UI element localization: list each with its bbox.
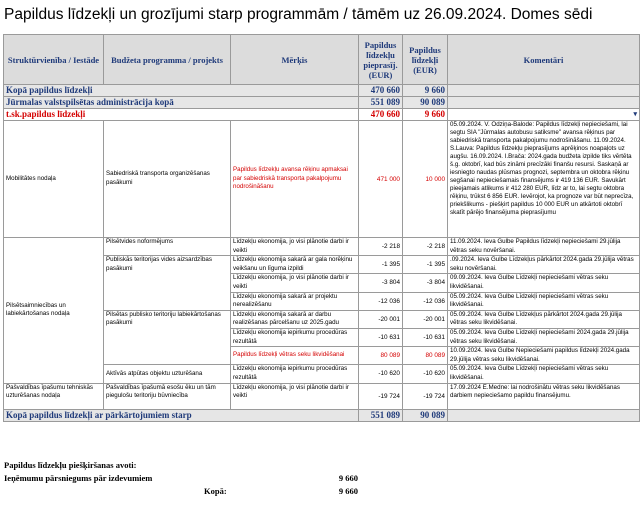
summary-label: t.sk.papildus līdzekļi — [4, 109, 359, 121]
cell-extra: -2 218 — [403, 238, 448, 256]
summary-label: Jūrmalas valstspilsētas administrācija kopā — [4, 97, 359, 109]
cell-program: Sabiedriskā transporta organizēšanas pasākumi — [104, 121, 231, 238]
cell-struct: Pašvaldības īpašumu tehniskās uzturēšanas nodaļa — [4, 383, 104, 409]
cell-program: Aktīvās atpūtas objektu uzturēšana — [104, 365, 231, 383]
cell-goal: Līdzekļu ekonomija sakarā ar projektu nerealizēšanu — [231, 292, 359, 310]
cell-comment: 09.09.2024. Ieva Gulbe Līdzekļi nepieciešami vētras seku likvidēšanai. — [448, 274, 640, 292]
cell-need: -1 395 — [359, 256, 403, 274]
footer-heading: Papildus līdzekļu piešķiršanas avoti: — [4, 460, 137, 470]
cell-program: Pašvaldības īpašumā esošu ēku un tām piegulošu teritoriju būvniecība — [104, 383, 231, 409]
total-label: Kopā papildus līdzekļi ar pārkārtojumiem starp — [4, 409, 359, 421]
cell-goal: Līdzekļu ekonomija iepirkumu procedūras rezultātā — [231, 365, 359, 383]
cell-extra: -1 395 — [403, 256, 448, 274]
filter-arrow-icon[interactable]: ▾ — [448, 109, 640, 121]
page-title: Papildus līdzekļi un grozījumi starp programmām / tāmēm uz 26.09.2024. Domes sēdi — [4, 6, 593, 23]
header-program: Budžeta programma / projekts — [104, 35, 231, 85]
summary-empty — [448, 85, 640, 97]
total-extra: 90 089 — [403, 409, 448, 421]
cell-need: -20 001 — [359, 310, 403, 328]
header-comments: Komentāri — [448, 35, 640, 85]
footer-source-value: 9 660 — [338, 473, 358, 483]
cell-comment: .09.2024. Ieva Gulbe Līdzekļus pārkārtot 2024.gada 29.jūlija vētras seku novēršanai. — [448, 256, 640, 274]
cell-comment: 10.09.2024. Ieva Gulbe Nepieciešami papildus līdzekļi 2024.gada 29.jūlija vētras seku likvidēšanai. — [448, 347, 640, 365]
cell-goal: Papildus līdzekļi vētras seku likvidēšanai — [231, 347, 359, 365]
header-goal: Mērķis — [231, 35, 359, 85]
cell-goal: Līdzekļu ekonomija sakarā ar gala norēķinu veikšanu un līguma izpildi — [231, 256, 359, 274]
cell-goal: Papildus līdzekļu avansa rēķinu apmaksai par sabiedriskā transporta pakalpojumu nodrošināšanu — [231, 121, 359, 238]
summary-extra: 9 660 — [403, 85, 448, 97]
cell-comment: 05.09.2024. Ieva Gulbe Līdzekļi nepieciešami vētras seku likvidēšanai. — [448, 365, 640, 383]
cell-comment: 11.09.2024. Ieva Gulbe Papildus līdzekļi nepieciešami 29.jūlija vētras seku novēršanai. — [448, 238, 640, 256]
cell-struct: Pilsētsaimniecības un labiekārtošanas nodaļa — [4, 238, 104, 384]
summary-row — [4, 109, 640, 121]
cell-goal: Līdzekļu ekonomija, jo visi plānotie darbi ir veikti — [231, 238, 359, 256]
header-need: Papildus līdzekļu pieprasīj. (EUR) — [359, 35, 403, 85]
table-row — [4, 383, 640, 409]
cell-need: -10 631 — [359, 328, 403, 346]
cell-comment: 05.09.2024. Ieva Gulbe Līdzekļus pārkārtot 2024.gada 29.jūlija vētras seku likvidēšanai. — [448, 310, 640, 328]
total-empty — [448, 409, 640, 421]
cell-extra: -3 804 — [403, 274, 448, 292]
summary-need: 470 660 — [359, 109, 403, 121]
cell-extra: -12 036 — [403, 292, 448, 310]
cell-need: 80 089 — [359, 347, 403, 365]
cell-need: -3 804 — [359, 274, 403, 292]
cell-extra: -19 724 — [403, 383, 448, 409]
cell-extra: -10 620 — [403, 365, 448, 383]
header-extra: Papildus līdzekļi (EUR) — [403, 35, 448, 85]
summary-label: Kopā papildus līdzekļi — [4, 85, 359, 97]
table-header-row — [4, 35, 640, 85]
cell-comment: 05.09.2024. Ieva Gulbe Līdzekļi nepieciešami vētras seku likvidēšanai. — [448, 292, 640, 310]
summary-row — [4, 85, 640, 97]
total-row — [4, 409, 640, 421]
cell-extra: 80 089 — [403, 347, 448, 365]
cell-goal: Līdzekļu ekonomija, jo visi plānotie darbi ir veikti — [231, 274, 359, 292]
cell-need: 471 000 — [359, 121, 403, 238]
cell-goal: Līdzekļu ekonomija sakarā ar darbu realizēšanas pārcelšanu uz 2025.gadu — [231, 310, 359, 328]
cell-program: Pilsētvides noformējums — [104, 238, 231, 256]
summary-need: 470 660 — [359, 85, 403, 97]
cell-goal: Līdzekļu ekonomija, jo visi plānotie darbi ir veikti — [231, 383, 359, 409]
cell-struct: Mobilitātes nodaļa — [4, 121, 104, 238]
table-row — [4, 121, 640, 238]
cell-need: -12 036 — [359, 292, 403, 310]
summary-need: 551 089 — [359, 97, 403, 109]
cell-extra: -20 001 — [403, 310, 448, 328]
summary-extra: 90 089 — [403, 97, 448, 109]
budget-table — [3, 34, 640, 422]
summary-empty — [448, 97, 640, 109]
cell-program: Publiskās teritorijas vides aizsardzības pasākumi — [104, 256, 231, 311]
cell-comment: 17.09.2024 E.Medne: lai nodrošinātu vētras seku likvidēšanas darbiem nepieciešamo papildu finansējumu. — [448, 383, 640, 409]
cell-need: -19 724 — [359, 383, 403, 409]
table-row — [4, 238, 640, 256]
cell-program: Pilsētas publisko teritoriju labiekārtošanas pasākumi — [104, 310, 231, 365]
cell-extra: -10 631 — [403, 328, 448, 346]
footer-source-label: Ieņēmumu pārsniegums pār izdevumiem — [4, 473, 153, 483]
cell-need: -10 620 — [359, 365, 403, 383]
cell-comment: 05.09.2024. V. Odziņa-Balode: Papildus līdzekļi nepieciešami, lai segtu SIA "Jūrmalas autobusu satiksme" avansa rēķinus par sabiedriskā transporta pakalpojumu nodrošināšanu. 11.09.2024. S.Lauva: Papildus līdzekļu pieprasījums aprēķinos noapaļots uz augšu. 16.09.2024. I.Brača: 2024.gada budžeta izpilde tiks vērtēta š.g. oktobrī, kad būs zināmi precīzāki finanšu resursi. Saskaņā ar iesniegto naudas plūsmas prognozi, septembra un oktobra rēķinu segšanai nepieciešamais finansējums ir 419 136 EUR. Savukārt pieejamais atlikums ir 412 280 EUR, līdz ar to, lai segtu oktobra rēķinu, trūkst 6 856 EUR. Ievērojot, ka prognoze var būt neprecīza, priekšlikums - piešķirt papildus 10 000 EUR un atkārtoti oktobrī skatīt pārējo finansējuma pieprasījumu — [448, 121, 640, 238]
total-need: 551 089 — [359, 409, 403, 421]
cell-comment: 05.09.2024. Ieva Gulbe Līdzekļi nepieciešami 2024.gada 29.jūlija vētras seku likvidēšanai. — [448, 328, 640, 346]
cell-extra: 10 000 — [403, 121, 448, 238]
cell-goal: Līdzekļu ekonomija iepirkumu procedūras rezultātā — [231, 328, 359, 346]
cell-need: -2 218 — [359, 238, 403, 256]
summary-row — [4, 97, 640, 109]
footer-total-label: Kopā: — [204, 486, 227, 496]
summary-extra: 9 660 — [403, 109, 448, 121]
header-struct: Struktūrvienība / Iestāde — [4, 35, 104, 85]
footer-total-value: 9 660 — [338, 486, 358, 496]
